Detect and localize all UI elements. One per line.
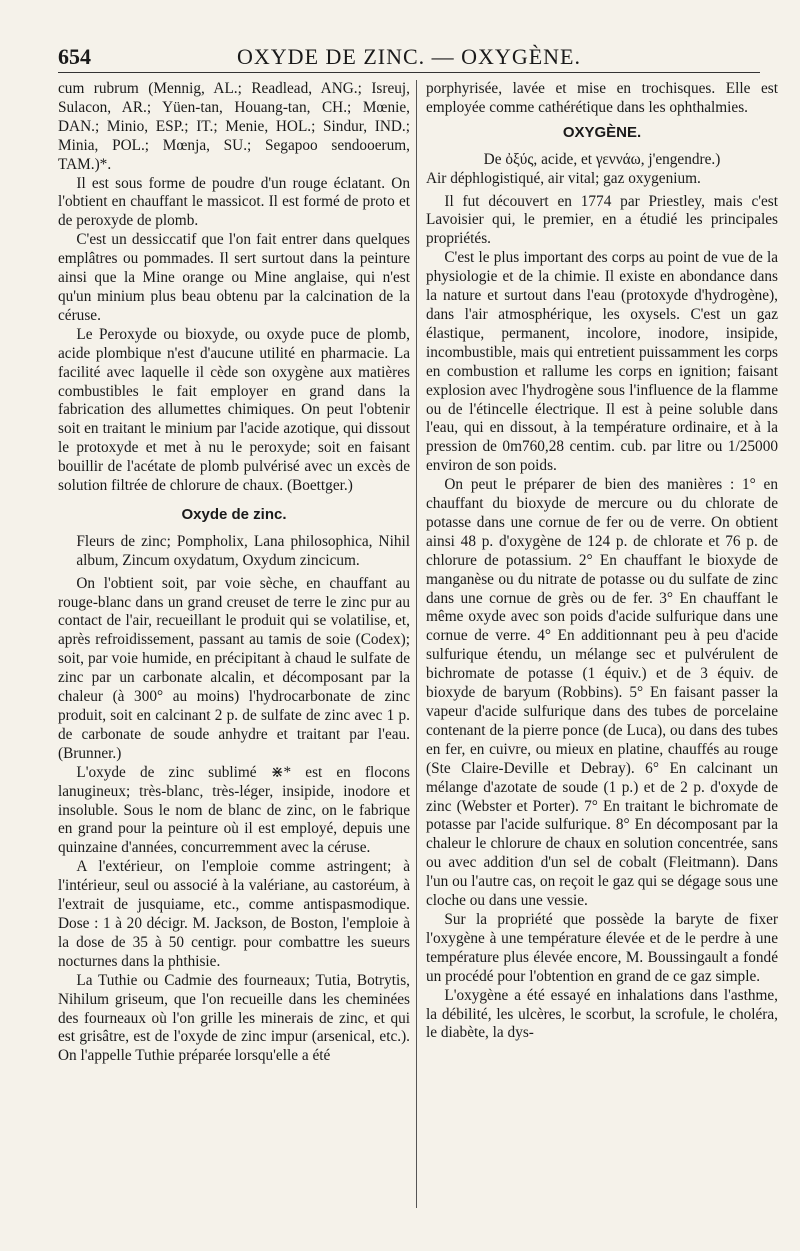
paragraph: C'est un dessiccatif que l'on fait entrer dans quelques emplâtres ou pommades. Il sert surtout dans la peinture ainsi que la Mine orange ou Mine anglaise, qui n'est qu'un minium plus beau obtenu par la calcination de la céruse. <box>58 231 410 324</box>
right-column <box>426 80 778 1043</box>
paragraph: L'oxygène a été essayé en inhalations dans l'asthme, la débilité, les ulcères, le scorbut, la scrofule, le choléra, le diabète, la dys- <box>426 986 778 1042</box>
section-title-oxyde-de-zinc: Oxyde de zinc. <box>181 505 287 523</box>
paragraph: On peut le préparer de bien des manières : 1° en chauffant du bioxyde de mercure ou du chlorate de potasse dans une cornue de fer ou de verre. On obtient ainsi 48 p. d'oxygène de 124 p. de chlorate et 76 p. de chlorure de potassium. 2° En chauffant le bioxyde de manganèse ou du nitrate de potasse ou du sulfate de zinc dans une cornue de grès ou de fer. 3° En chauffant le même oxyde avec son poids d'acide sulfurique dans une cornue de verre. 4° En additionnant peu à peu d'acide sulfurique étendu, un mélange sec et pulvérulent de bichromate de potasse (1 équiv.) et de 3 équiv. de bioxyde de baryum (Robbins). 5° En faisant passer la vapeur d'acide sulfurique dans des tubes de porcelaine contenant de la pierre ponce (de Luca), ou dans des tubes en fer, en cuivre, ou mieux en platine, chauffés au rouge (Ste Claire-Deville et Debray). 6° En calcinant un mélange d'azotate de soude (1 p.) et de 2 p. d'oxyde de zinc (Webster et Porter). 7° En traitant le bichromate de potasse par l'acide sulfurique. 8° En décomposant par la chaleur le chlorure de chaux en solution concentrée, sans ou avec addition d'un sel de cobalt (Fleitmann). Dans l'un ou l'autre cas, on reçoit le gaz qui se dégage sous une cloche ou dans une vessie. <box>426 476 778 910</box>
zinc-synonyms: Fleurs de zinc; Pompholix, Lana philosophica, Nihil album, Zincum oxydatum, Oxydum zincicum. <box>76 532 410 569</box>
oxygen-names: Air déphlogistiqué, air vital; gaz oxygenium. <box>426 169 701 187</box>
paragraph: L'oxyde de zinc sublimé ⋇* est en flocons lanugineux; très-blanc, très-léger, insipide, inodore et insoluble. Sous le nom de blanc de zinc, on le fabrique en grand pour la peinture où il est employé, depuis une quinzaine d'années, concurremment avec la céruse. <box>58 763 410 857</box>
section-title-oxygene: OXYGÈNE. <box>562 123 642 141</box>
paragraph: On l'obtient soit, par voie sèche, en chauffant au rouge-blanc dans un grand creuset de terre le zinc pur au contact de l'air, recueillant le produit qui se volatilise, et, après refroidissement, passant au tamis de soie (Codex); soit, par voie humide, en précipitant à chaud le sulfate de zinc par un carbonate alcalin, et décomposant par la chaleur (à 300° au moins) l'hydrocarbonate de zinc produit, soit en calcinant 2 p. de sulfate de zinc avec 1 p. de carbonate de soude anhydre et traitant par l'eau. (Brunner.) <box>58 574 410 762</box>
paragraph: Il est sous forme de poudre d'un rouge éclatant. On l'obtient en chauffant le massicot. Il est formé de proto et de peroxyde de plomb. <box>58 174 410 230</box>
paragraph: La Tuthie ou Cadmie des fourneaux; Tutia, Botrytis, Nihilum griseum, que l'on recueille dans les cheminées des fourneaux où l'on grille les minerais de zinc, et qui est grisâtre, est de l'oxyde de zinc impur (arsenical, etc.). On l'appelle Tuthie préparée lorsqu'elle a été <box>58 971 410 1065</box>
paragraph: C'est le plus important des corps au point de vue de la physiologie et de la chimie. Il existe en abondance dans la nature et surtout dans l'eau (protoxyde d'hydrogène), dans l'air atmosphérique, les oxysels. C'est un gaz élastique, permanent, incolore, inodore, insipide, incombustible, mais qui entretient puissamment les corps en combustion et rallume les corps en ignition; faisant explosion avec l'hydrogène sous l'influence de la flamme ou de l'étincelle électrique. Il est à peine soluble dans l'eau, qui en dissout, à la température ordinaire, et à la pression de 0m760,28 centim. cub. par litre ou 1/25000 environ de son poids. <box>426 249 778 475</box>
minium-synonyms: cum rubrum (Mennig, AL.; Readlead, ANG.; Isreuj, Sulacon, AR.; Yüen-tan, Houang-tan, CH.; Mœnie, DAN.; Minio, ESP.; IT.; Menie, HOL.; Sindur, IND.; Minia, POL.; Mœnja, SU.; Segapoo sendooerum, TAM.)*. <box>58 80 410 173</box>
paragraph: Il fut découvert en 1774 par Priestley, mais c'est Lavoisier qui, le premier, en a étudié les principales propriétés. <box>426 192 778 248</box>
etymology: De ὀξύς, acide, et γεννάω, j'engendre.) <box>483 150 721 168</box>
page-number: 654 <box>58 44 91 69</box>
paragraph: Le Peroxyde ou bioxyde, ou oxyde puce de plomb, acide plombique n'est d'aucune utilité en pharmacie. La facilité avec laquelle il cède son oxygène aux matières combustibles le fait employer en grand dans la fabrication des allumettes chimiques. On peut l'obtenir soit en traitant le minium par l'acide azotique, qui dissout le protoxyde et met à nu le peroxyde; soit en faisant bouillir de l'acétate de plomb pulvérisé avec un excès de solution filtrée de chlorure de chaux. (Boettger.) <box>58 325 410 495</box>
paragraph: Sur la propriété que possède la baryte de fixer l'oxygène à une température élevée et de le perdre à une température plus élevée encore, M. Boussingault a fondé un procédé pour l'obtention en grand de ce gaz simple. <box>426 910 778 985</box>
column-divider <box>416 80 417 1208</box>
left-column <box>58 80 410 1066</box>
running-header <box>58 42 760 73</box>
paragraph: A l'extérieur, on l'emploie comme astringent; à l'intérieur, seul ou associé à la valériane, au castoréum, à l'extrait de jusquiame, etc., comme antispasmodique. Dose : 1 à 20 décigr. M. Jackson, de Boston, l'emploie à la dose de 35 à 50 centigr. pour combattre les sueurs nocturnes dans la phthisie. <box>58 858 410 970</box>
running-title: OXYDE DE ZINC. — OXYGÈNE. <box>237 44 581 69</box>
paragraph: porphyrisée, lavée et mise en trochisques. Elle est employée comme cathérétique dans les ophthalmies. <box>426 80 778 116</box>
